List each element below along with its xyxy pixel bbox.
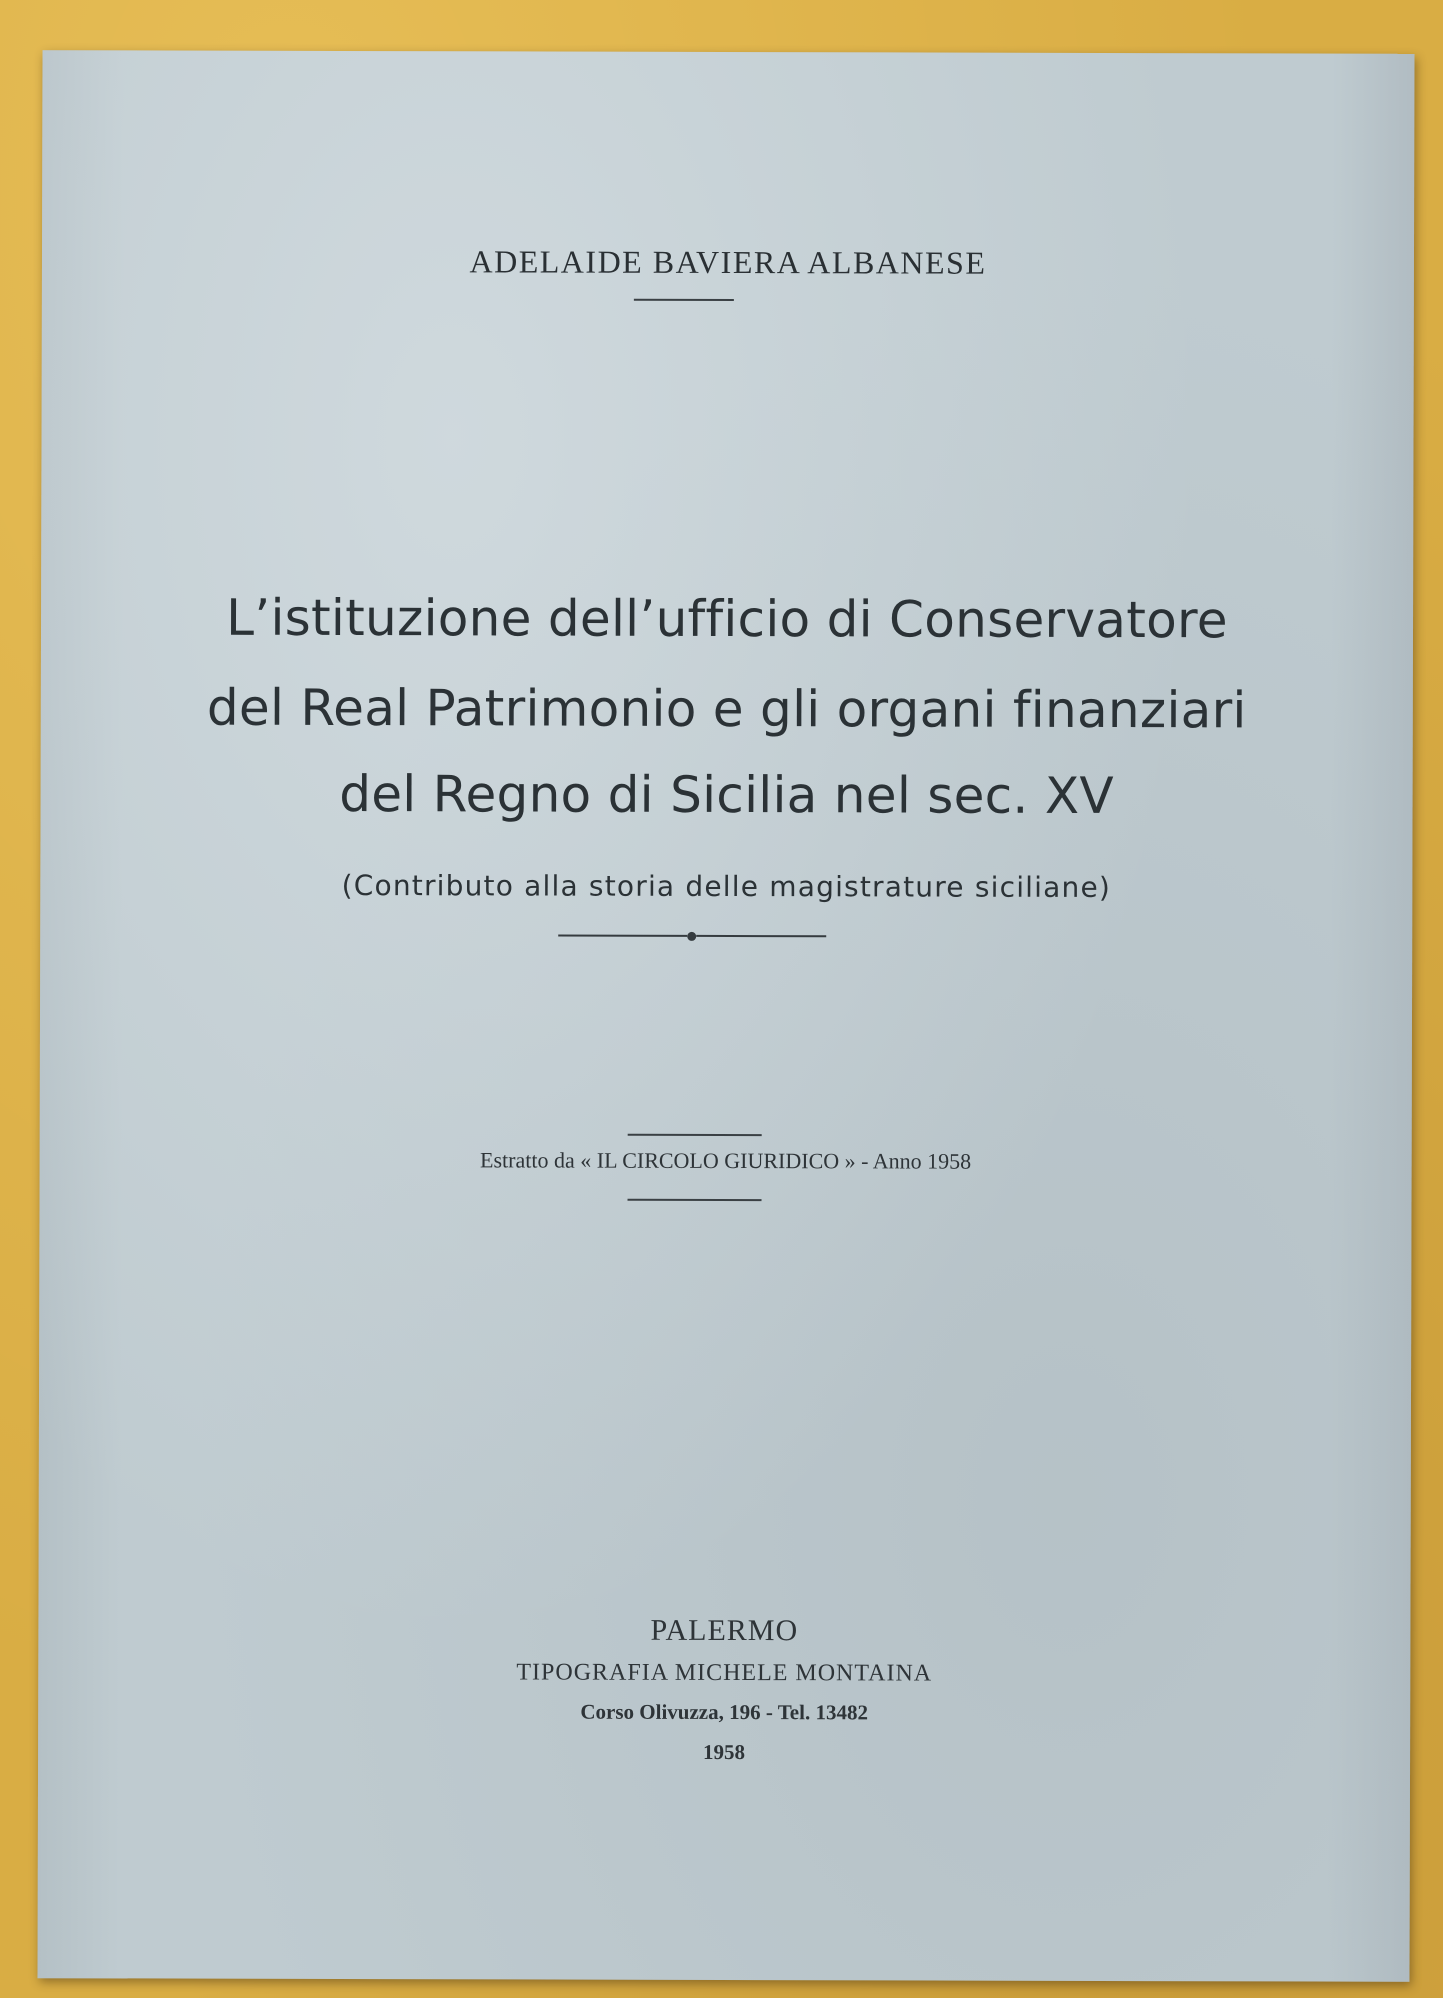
ornament-line-right <box>696 935 826 937</box>
title-line-2: del Real Patrimonio e gli organi finanziari <box>206 678 1247 740</box>
extract-rule-top <box>628 1134 762 1136</box>
book-cover <box>37 50 1414 1982</box>
title-line-3: del Regno di Sicilia nel sec. XV <box>339 764 1114 826</box>
author-underline <box>634 299 734 301</box>
publication-year: 1958 <box>703 1739 746 1765</box>
ornamental-divider <box>558 930 826 943</box>
extract-note: Estratto da « IL CIRCOLO GIURIDICO » - Anno 1958 <box>480 1147 972 1174</box>
author-name: ADELAIDE BAVIERA ALBANESE <box>469 243 987 281</box>
ornament-dot <box>687 932 696 941</box>
publisher-address: Corso Olivuzza, 196 - Tel. 13482 <box>580 1699 869 1725</box>
extract-rule-bottom <box>628 1199 762 1201</box>
publisher-city: PALERMO <box>650 1613 799 1648</box>
title-line-1: L’istituzione dell’ufficio di Conservatore <box>226 588 1228 650</box>
ornament-line-left <box>558 935 687 937</box>
publisher-name: TIPOGRAFIA MICHELE MONTAINA <box>516 1659 933 1687</box>
subtitle: (Contributo alla storia delle magistrature siciliane) <box>341 868 1112 905</box>
